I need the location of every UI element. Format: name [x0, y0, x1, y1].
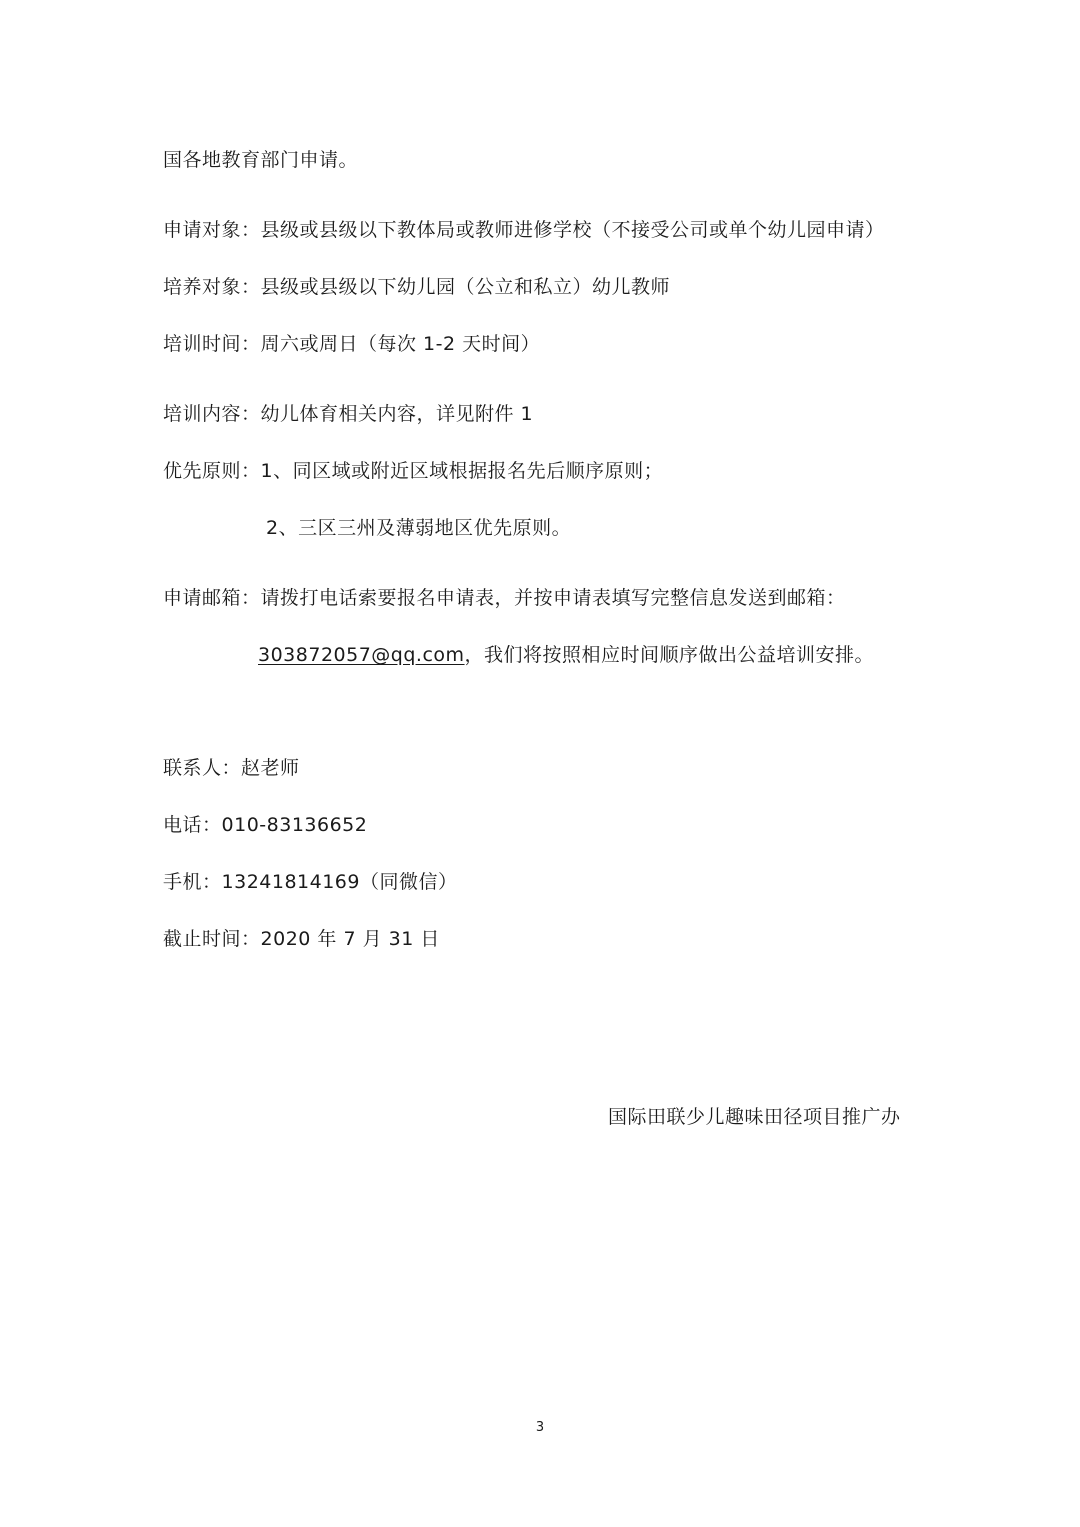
- deadline-line: [163, 927, 440, 951]
- mobile-line: [163, 870, 458, 894]
- training-content-label: 培训内容：: [163, 403, 261, 425]
- email-link[interactable]: 303872057@qq.com: [258, 644, 465, 666]
- email-address-line: [258, 643, 874, 667]
- contact-line: [163, 756, 300, 780]
- contact-value: 赵老师: [241, 757, 300, 779]
- phone-line: [163, 813, 367, 837]
- priority-item-1: 1、同区域或附近区域根据报名先后顺序原则；: [260, 460, 664, 482]
- phone-value: 010-83136652: [221, 814, 368, 836]
- training-time-value: 周六或周日（每次 1-2 天时间）: [260, 333, 541, 355]
- intro-tail-text: 国各地教育部门申请。: [163, 149, 359, 171]
- priority-label: 优先原则：: [163, 460, 261, 482]
- deadline-value: 2020 年 7 月 31 日: [260, 928, 440, 950]
- page-number: 3: [535, 1420, 545, 1435]
- priority-line-1: [163, 459, 663, 483]
- email-tail: ，我们将按照相应时间顺序做出公益培训安排。: [464, 644, 875, 666]
- applicant-line: [163, 218, 885, 242]
- priority-line-2: [266, 516, 571, 540]
- applicant-value: 县级或县级以下教体局或教师进修学校（不接受公司或单个幼儿园申请）: [260, 219, 885, 241]
- training-content-value: 幼儿体育相关内容，详见附件 1: [260, 403, 534, 425]
- email-section-line: [163, 586, 846, 610]
- priority-item-2: 2、三区三州及薄弱地区优先原则。: [266, 517, 572, 539]
- email-label: 申请邮箱：: [163, 587, 261, 609]
- trainee-value: 县级或县级以下幼儿园（公立和私立）幼儿教师: [260, 276, 671, 298]
- deadline-label: 截止时间：: [163, 928, 261, 950]
- mobile-value: 13241814169（同微信）: [221, 871, 458, 893]
- training-time-line: [163, 332, 540, 356]
- trainee-line: [163, 275, 670, 299]
- phone-label: 电话：: [163, 814, 222, 836]
- mobile-label: 手机：: [163, 871, 222, 893]
- signature: 国际田联少儿趣味田径项目推广办: [608, 1106, 901, 1128]
- training-time-label: 培训时间：: [163, 333, 261, 355]
- trainee-label: 培养对象：: [163, 276, 261, 298]
- contact-label: 联系人：: [163, 757, 242, 779]
- applicant-label: 申请对象：: [163, 219, 261, 241]
- training-content-line: [163, 402, 533, 426]
- email-instruction: 请拨打电话索要报名申请表，并按申请表填写完整信息发送到邮箱：: [260, 587, 846, 609]
